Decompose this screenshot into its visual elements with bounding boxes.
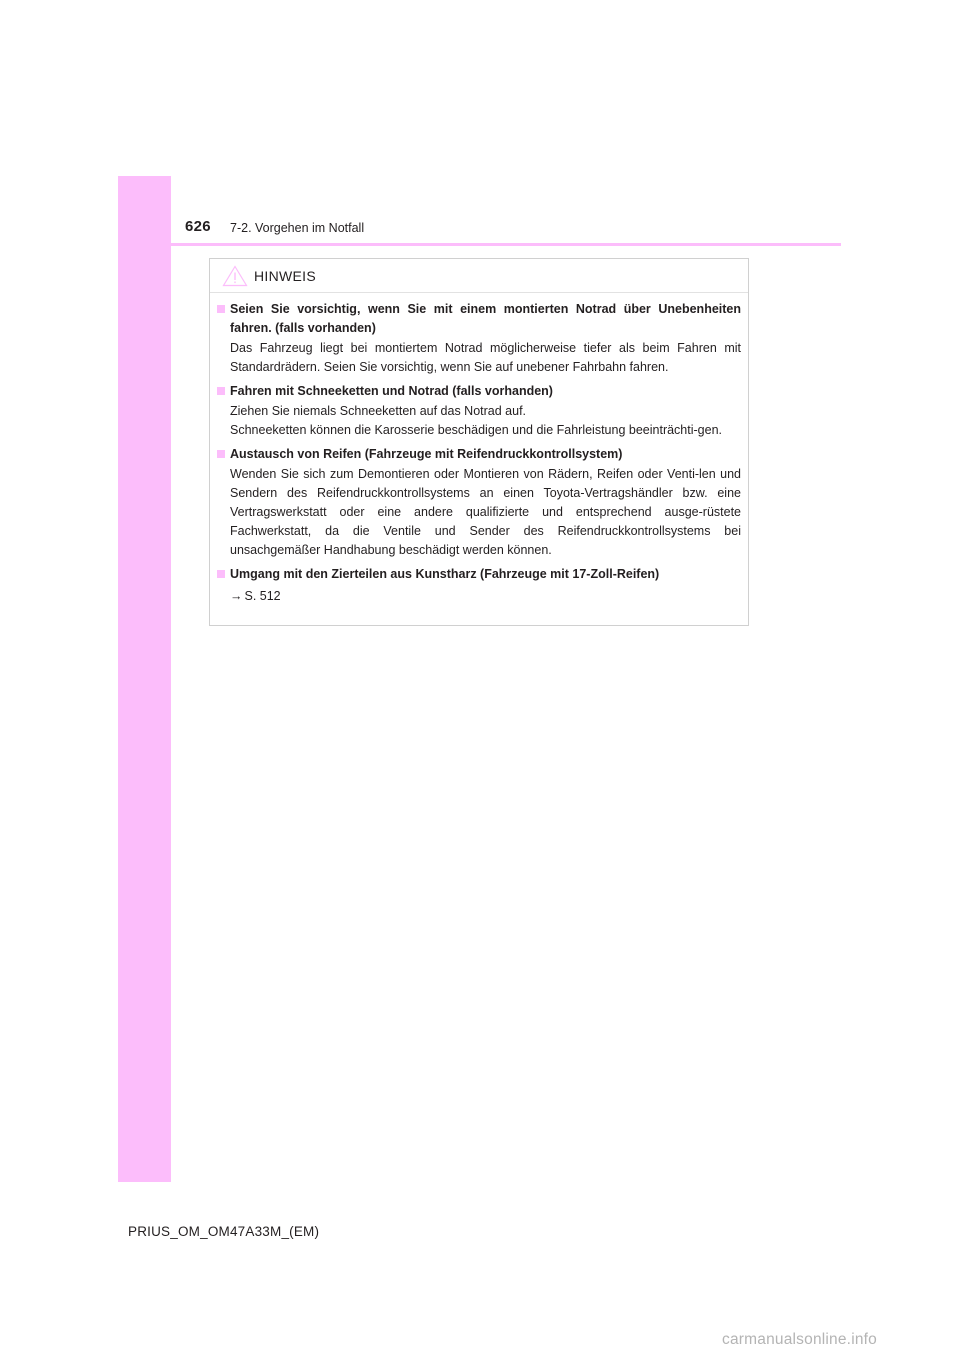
notice-item	[217, 445, 741, 560]
notice-item	[217, 382, 741, 440]
square-bullet-icon	[217, 305, 225, 313]
page-reference-link[interactable]	[217, 587, 741, 606]
watermark: carmanualsonline.info	[722, 1331, 877, 1348]
square-bullet-icon	[217, 570, 225, 578]
item-heading: Seien Sie vorsichtig, wenn Sie mit einem montierten Notrad über Unebenheiten fahren. (falls vorhanden)	[230, 302, 741, 335]
item-heading: Fahren mit Schneeketten und Notrad (falls vorhanden)	[230, 384, 553, 398]
notice-divider	[210, 292, 748, 293]
notice-item	[217, 300, 741, 377]
section-title: 7-2. Vorgehen im Notfall	[230, 221, 365, 235]
warning-triangle-icon	[222, 265, 248, 287]
item-body-text: Das Fahrzeug liegt bei montiertem Notrad möglicherweise tiefer als beim Fahren mit Standardrädern. Seien Sie vorsichtig, wenn Sie auf unebener Fahrbahn fahren.	[230, 341, 741, 374]
item-heading: Umgang mit den Zierteilen aus Kunstharz (Fahrzeuge mit 17-Zoll-Reifen)	[230, 567, 660, 581]
notice-box	[209, 258, 749, 626]
arrow-right-icon: →	[230, 589, 243, 603]
footer-document-code: PRIUS_OM_OM47A33M_(EM)	[128, 1224, 320, 1239]
notice-header	[222, 265, 316, 287]
page-reference-text: S. 512	[244, 589, 281, 603]
item-heading: Austausch von Reifen (Fahrzeuge mit Reifendruckkontrollsystem)	[230, 447, 623, 461]
notice-items	[217, 300, 741, 611]
square-bullet-icon	[217, 387, 225, 395]
notice-title: HINWEIS	[254, 268, 316, 284]
item-body-text: Wenden Sie sich zum Demontieren oder Montieren von Rädern, Reifen oder Venti-len und Sendern des Reifendruckkontrollsystems an einen Toyota-Vertragshändler bzw. eine Vertragswerkstatt oder eine andere qualifizierte und entsprechend ausge-rüstete Fachwerkstatt, da die Ventile und Sender des Reifendruckkontrollsystems bei unsachgemäßer Handhabung beschädigt werden können.	[230, 467, 741, 557]
item-body-text: Schneeketten können die Karosserie beschädigen und die Fahrleistung beeinträchti-gen.	[230, 423, 722, 437]
notice-item	[217, 565, 741, 606]
square-bullet-icon	[217, 450, 225, 458]
item-body-text: Ziehen Sie niemals Schneeketten auf das Notrad auf.	[230, 404, 527, 418]
page-number: 626	[185, 218, 211, 235]
side-tab-band	[118, 176, 171, 1182]
header-rule	[118, 243, 841, 246]
